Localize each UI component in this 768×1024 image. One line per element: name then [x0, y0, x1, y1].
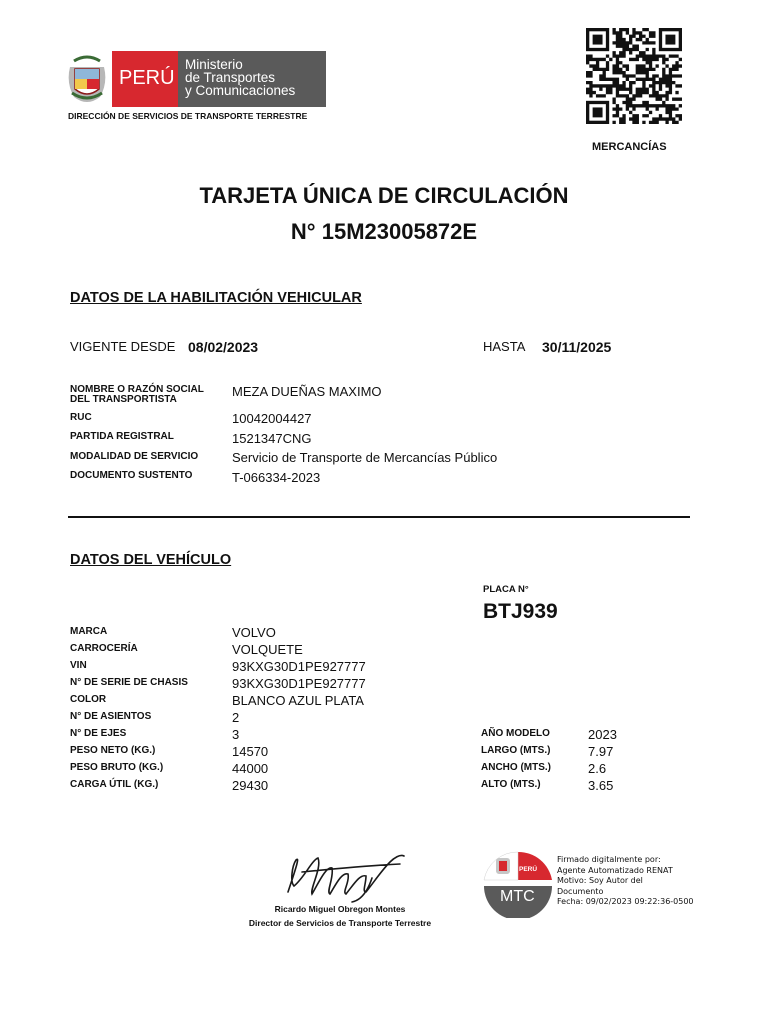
vehiculo-heading: DATOS DEL VEHÍCULO [70, 552, 232, 568]
placa-label: PLACA N° [483, 584, 529, 595]
coat-of-arms-icon [64, 53, 110, 105]
peru-box [112, 51, 178, 107]
color-label: COLOR [70, 694, 107, 705]
signer-name: Ricardo Miguel Obregon Montes [274, 904, 406, 914]
vin-value: 93KXG30D1PE927777 [232, 659, 366, 674]
anio-modelo-label: AÑO MODELO [481, 728, 550, 739]
document-title: TARJETA ÚNICA DE CIRCULACIÓN [199, 183, 569, 208]
asientos-value: 2 [232, 710, 240, 725]
seal-country: PERÚ [519, 866, 538, 873]
asientos-label: N° DE ASIENTOS [70, 711, 152, 722]
alto-label: ALTO (MTS.) [481, 779, 541, 790]
peso-bruto-label: PESO BRUTO (KG.) [70, 762, 164, 773]
signature-icon [282, 848, 412, 904]
ejes-value: 3 [232, 727, 240, 742]
marca-label: MARCA [70, 626, 108, 637]
ancho-value: 2.6 [588, 761, 607, 776]
carroceria-label: CARROCERÍA [70, 643, 138, 654]
ancho-label: ANCHO (MTS.) [481, 762, 551, 773]
ruc-label: RUC [70, 412, 92, 423]
seal-line-3: Motivo: Soy Autor del [557, 876, 643, 886]
seal-line-1: Firmado digitalmente por: [557, 855, 661, 864]
digital-signature-block [557, 855, 694, 908]
vin-label: VIN [70, 660, 87, 671]
color-value: BLANCO AZUL PLATA [232, 693, 364, 708]
transportista-value: MEZA DUEÑAS MAXIMO [232, 384, 382, 399]
document-number: N° 15M23005872E [290, 219, 478, 244]
modalidad-label: MODALIDAD DE SERVICIO [70, 451, 199, 462]
ministry-line-1: Ministerio [185, 57, 243, 72]
peso-neto-value: 14570 [232, 744, 269, 759]
anio-modelo-value: 2023 [588, 727, 617, 742]
hasta-value: 30/11/2025 [542, 339, 612, 355]
qr-code-icon [586, 28, 682, 124]
marca-value: VOLVO [232, 625, 276, 640]
peso-bruto-value: 44000 [232, 761, 269, 776]
partida-label: PARTIDA REGISTRAL [70, 431, 174, 442]
mtc-seal-icon [482, 850, 554, 918]
chasis-value: 93KXG30D1PE927777 [232, 676, 366, 691]
transportista-label: NOMBRE O RAZÓN SOCIAL DEL TRANSPORTISTA [70, 384, 204, 405]
alto-value: 3.65 [588, 778, 614, 793]
carga-util-value: 29430 [232, 778, 269, 793]
peso-neto-label: PESO NETO (KG.) [70, 745, 156, 756]
modalidad-value: Servicio de Transporte de Mercancías Público [232, 450, 498, 465]
vigente-value: 08/02/2023 [188, 339, 259, 355]
directorate-label: DIRECCIÓN DE SERVICIOS DE TRANSPORTE TERRESTRE [68, 111, 308, 121]
vigente-label: VIGENTE DESDE [70, 339, 176, 354]
ruc-value: 10042004427 [232, 411, 312, 426]
ministry-line-2: de Transportes [185, 70, 276, 85]
seal-line-5: Fecha: 09/02/2023 09:22:36-0500 [557, 897, 694, 907]
carroceria-value: VOLQUETE [232, 642, 303, 657]
ministry-line-3: y Comunicaciones [185, 83, 296, 98]
carga-util-label: CARGA ÚTIL (KG.) [70, 779, 159, 790]
peru-label: PERÚ [119, 67, 175, 89]
placa-value: BTJ939 [483, 600, 558, 623]
chasis-label: N° DE SERIE DE CHASIS [70, 677, 188, 688]
largo-value: 7.97 [588, 744, 614, 759]
category-label: MERCANCÍAS [592, 141, 667, 153]
ministry-name [178, 51, 326, 107]
partida-value: 1521347CNG [232, 431, 312, 446]
documento-label: DOCUMENTO SUSTENTO [70, 470, 193, 481]
ministry-logo [64, 51, 326, 107]
habilitacion-heading: DATOS DE LA HABILITACIÓN VEHICULAR [70, 290, 362, 306]
section-divider [68, 516, 690, 518]
hasta-label: HASTA [483, 339, 526, 354]
signer-position: Director de Servicios de Transporte Terrestre [248, 918, 432, 928]
documento-value: T-066334-2023 [232, 470, 321, 485]
seal-org: MTC [500, 888, 535, 905]
ejes-label: N° DE EJES [70, 728, 127, 739]
seal-line-2: Agente Automatizado RENAT [557, 865, 673, 875]
seal-line-4: Documento [557, 886, 604, 896]
largo-label: LARGO (MTS.) [481, 745, 551, 756]
